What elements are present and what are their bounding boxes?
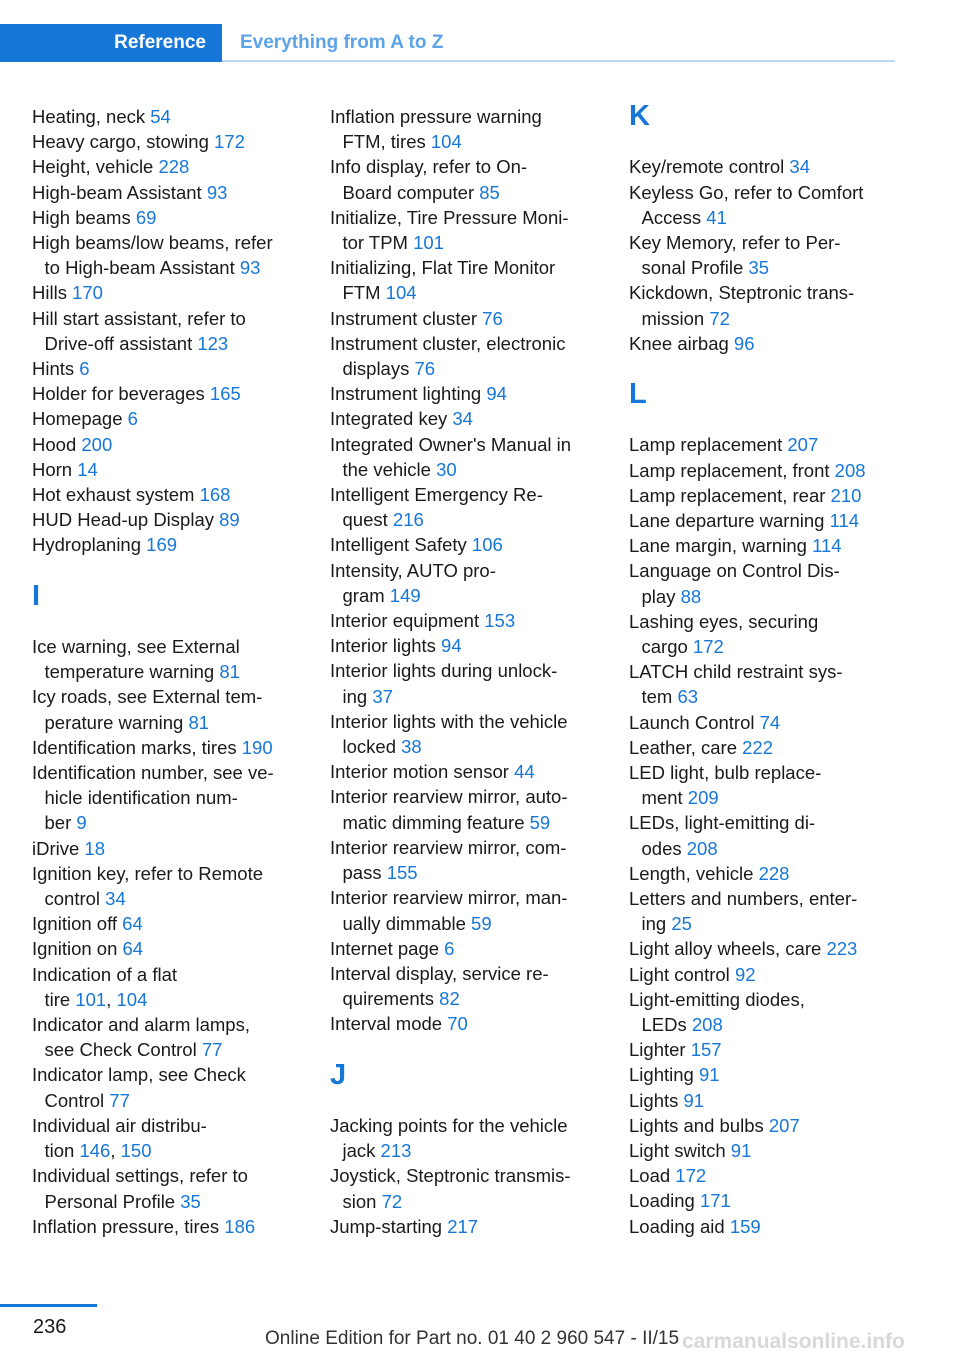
footer-rule <box>0 1304 97 1307</box>
index-entry <box>629 1214 929 1239</box>
chapter-tab[interactable]: Reference <box>0 24 222 62</box>
index-entry <box>330 1163 630 1213</box>
index-entry <box>330 759 630 784</box>
page-number: 236 <box>33 1316 67 1338</box>
index-entry-label: Individual air distribu‐ tion <box>32 1114 207 1162</box>
index-entry <box>629 483 929 508</box>
page-link[interactable]: 76 <box>414 358 436 380</box>
page-link[interactable]: 114 <box>812 535 842 557</box>
index-entry-label: Internet page <box>330 937 445 959</box>
page-link[interactable]: 63 <box>677 686 699 708</box>
index-column-1 <box>32 104 332 1239</box>
index-entry <box>32 861 332 911</box>
index-entry-label: Hot exhaust system <box>32 484 200 506</box>
page-link[interactable]: 123 <box>197 332 229 354</box>
index-entry <box>330 255 630 305</box>
page-link[interactable]: 69 <box>135 206 157 228</box>
index-entry-label: High beams <box>32 206 136 228</box>
index-entry <box>32 104 332 129</box>
index-entry <box>629 180 929 230</box>
index-entry-label: Lane margin, warning <box>629 535 813 557</box>
page-link[interactable]: 208 <box>686 837 718 859</box>
page-link[interactable]: 37 <box>372 685 393 707</box>
index-entry-label: Lane departure warning <box>629 509 830 531</box>
index-entry <box>32 432 332 457</box>
index-entry-label: Key/remote control <box>629 156 790 178</box>
index-entry-label: LATCH child restraint sys‐ tem <box>629 661 843 708</box>
index-entry <box>629 735 929 760</box>
index-entry-label: Icy roads, see External tem‐ perature warning <box>32 686 263 733</box>
index-entry-label: Integrated key <box>330 408 453 430</box>
index-entry-label: Interval mode <box>330 1013 448 1035</box>
page-link[interactable]: 59 <box>529 811 551 833</box>
page-link[interactable]: 91 <box>698 1064 720 1086</box>
index-entry-label: Lighter <box>629 1039 691 1061</box>
page-link[interactable]: 76 <box>482 307 503 329</box>
index-entry <box>32 482 332 507</box>
page-link[interactable]: 88 <box>680 585 702 607</box>
index-entry-label: Ignition on <box>32 938 123 960</box>
page-link[interactable]: 209 <box>687 787 719 809</box>
index-entry-label: Instrument cluster, electronic displays <box>330 332 566 380</box>
index-entry <box>629 1062 929 1087</box>
index-entry-label: Light-emitting diodes, LEDs <box>629 988 805 1036</box>
index-entry-label: Launch Control <box>629 711 760 733</box>
index-entry-label: Interior motion sensor <box>330 761 515 783</box>
index-entry <box>330 1011 630 1036</box>
index-entry <box>629 962 929 987</box>
page-link[interactable]: 106 <box>471 534 503 556</box>
page-link[interactable]: 207 <box>787 434 819 456</box>
page-link[interactable]: 54 <box>150 106 171 127</box>
index-entry-label: Interior lights <box>330 635 442 657</box>
index-entry-label: Individual settings, refer to Personal Profile <box>32 1165 248 1212</box>
index-entry-label: Homepage <box>32 408 128 430</box>
page-header <box>0 24 895 62</box>
index-entry-label: Interior equipment <box>330 610 485 632</box>
index-entry-label: Indication of a flat tire <box>32 963 178 1010</box>
index-entry-label: Horn <box>32 458 78 480</box>
index-entry <box>629 1113 929 1138</box>
page-link[interactable]: 34 <box>105 888 126 910</box>
page-link[interactable]: 217 <box>447 1215 479 1237</box>
index-entry <box>32 1214 332 1239</box>
index-entry-label: Light alloy wheels, care <box>629 938 827 960</box>
index-entry <box>629 609 929 659</box>
index-entry <box>330 1113 630 1163</box>
index-entry-label: Interior lights with the vehicle locked <box>330 710 568 758</box>
page-link[interactable]: 208 <box>834 459 866 481</box>
page-link[interactable]: 228 <box>158 156 190 178</box>
index-entry-label: Ignition key, refer to Remote control <box>32 862 264 910</box>
page-link[interactable]: 153 <box>484 610 516 632</box>
index-entry <box>330 432 630 482</box>
index-entry-label: Intensity, AUTO pro‐ gram <box>330 559 496 606</box>
page-link[interactable]: 92 <box>734 963 756 985</box>
page-link[interactable]: 216 <box>392 509 424 531</box>
index-letter-heading: K <box>629 100 650 132</box>
index-entry-label: Light control <box>629 963 735 985</box>
page-link[interactable]: 149 <box>389 584 421 606</box>
page-link[interactable]: 171 <box>699 1190 731 1212</box>
index-entry-label: Hydroplaning <box>32 534 147 556</box>
page-link[interactable]: 207 <box>768 1114 800 1136</box>
page-link[interactable]: 170 <box>72 282 103 304</box>
page-link[interactable]: 35 <box>748 257 770 279</box>
index-entry-label: Length, vehicle <box>629 862 759 884</box>
page-link[interactable]: 89 <box>219 509 240 531</box>
page-link[interactable]: 14 <box>77 458 98 480</box>
index-entry-label: Height, vehicle <box>32 156 159 178</box>
page-link[interactable]: 104 <box>116 988 148 1010</box>
index-entry-label: Letters and numbers, enter‐ ing <box>629 888 858 935</box>
index-entry <box>629 1138 929 1163</box>
index-entry: Indication of a flat tire 101, 104 <box>32 963 178 1010</box>
index-entry <box>330 658 630 708</box>
page-link[interactable]: 200 <box>81 433 113 455</box>
index-entry-label: Hood <box>32 433 82 455</box>
index-entry-label: Interval display, service re‐ quirements <box>330 962 549 1010</box>
section-title[interactable]: Everything from A to Z <box>240 32 444 53</box>
index-entry <box>32 836 332 861</box>
index-entry <box>32 230 332 280</box>
index-entry-label: Initializing, Flat Tire Monitor FTM <box>330 257 556 304</box>
index-letter-heading: J <box>330 1058 347 1091</box>
index-entry <box>629 458 929 483</box>
index-entry <box>330 784 630 834</box>
index-entry-label: Jacking points for the vehicle jack <box>330 1114 568 1162</box>
index-entry <box>32 205 332 230</box>
page-link[interactable]: 169 <box>146 534 178 556</box>
index-entry-label: Inflation pressure, tires <box>32 1215 225 1237</box>
page-link[interactable]: 41 <box>706 206 727 228</box>
index-entry <box>629 432 929 457</box>
page-link[interactable]: 9 <box>76 812 87 834</box>
index-entry-label: HUD Head-up Display <box>32 509 220 531</box>
page-link[interactable]: 104 <box>430 131 462 153</box>
index-entry-label: Indicator lamp, see Check Control <box>32 1064 246 1111</box>
index-entry-label: Jump-starting <box>330 1215 448 1237</box>
index-entry <box>629 1188 929 1213</box>
index-entry-label: Loading aid <box>629 1215 730 1237</box>
page-link[interactable]: 210 <box>830 484 862 506</box>
index-entry-label: Hills <box>32 282 73 304</box>
index-entry <box>330 104 630 154</box>
index-entry-label: Holder for beverages <box>32 383 210 405</box>
page-link[interactable]: 213 <box>380 1140 412 1162</box>
index-entry-label: Info display, refer to On- Board computer <box>330 156 528 203</box>
index-entry <box>629 1163 929 1188</box>
index-entry <box>32 180 332 205</box>
index-entry-label: High-beam Assistant <box>32 181 207 203</box>
index-entry-label: Heating, neck <box>32 106 151 127</box>
index-entry: Individual air distribu‐ tion 146, 150 <box>32 1114 207 1162</box>
page-link[interactable]: 44 <box>514 761 535 783</box>
page-link[interactable]: 35 <box>180 1190 201 1212</box>
index-entry <box>330 381 630 406</box>
index-entry <box>330 306 630 331</box>
index-column-2 <box>330 104 630 1239</box>
index-entry <box>32 129 332 154</box>
index-entry <box>32 154 332 179</box>
watermark: carmanualsonline.info <box>682 1330 905 1353</box>
index-entry-label: Hill start assistant, refer to Drive-off assistant <box>32 307 246 354</box>
index-entry <box>629 154 929 179</box>
index-entry-label: Lashing eyes, securing cargo <box>629 610 819 657</box>
page-link[interactable]: 104 <box>385 282 417 304</box>
index-entry <box>629 1037 929 1062</box>
index-entry <box>330 961 630 1011</box>
page-link[interactable]: 6 <box>444 937 455 959</box>
index-entry <box>330 709 630 759</box>
page-link[interactable]: 64 <box>122 938 144 960</box>
index-entry <box>330 154 630 204</box>
page-link[interactable]: 159 <box>729 1215 761 1237</box>
page-link[interactable]: 85 <box>479 181 500 203</box>
index-entry-label: Lighting <box>629 1064 699 1086</box>
index-entry-label: Lights <box>629 1089 684 1111</box>
index-entry <box>32 507 332 532</box>
page-link[interactable]: 91 <box>730 1140 752 1162</box>
index-entry <box>330 936 630 961</box>
index-entry-label: Hints <box>32 358 80 380</box>
index-entry-label: Knee airbag <box>629 332 734 354</box>
index-entry <box>629 508 929 533</box>
page-link[interactable]: 94 <box>486 383 507 405</box>
index-entry <box>629 886 929 936</box>
index-entry <box>32 1012 332 1062</box>
index-entry <box>330 205 630 255</box>
page-link[interactable]: 190 <box>241 736 273 758</box>
page-link[interactable]: 70 <box>447 1013 468 1035</box>
index-entry-label: Lamp replacement <box>629 434 788 456</box>
page-link[interactable]: 25 <box>671 913 692 935</box>
index-entry <box>629 760 929 810</box>
index-entry <box>330 482 630 532</box>
index-entry <box>32 760 332 836</box>
page-link[interactable]: 38 <box>401 736 422 758</box>
index-entry-label: LEDs, light-emitting di‐ odes <box>629 812 816 859</box>
page-link[interactable]: 93 <box>206 181 228 203</box>
index-entry-label: Ice warning, see External temperature warning <box>32 636 240 683</box>
index-entry <box>32 684 332 734</box>
index-entry <box>629 810 929 860</box>
index-entry <box>32 532 332 557</box>
page-link[interactable]: 82 <box>439 988 460 1010</box>
index-entry-label: Interior rearview mirror, man‐ ually dimmable <box>330 887 568 934</box>
index-entry <box>32 1163 332 1213</box>
page-link[interactable]: 77 <box>109 1089 130 1111</box>
edition-note: Online Edition for Part no. 01 40 2 960 547 - II/15 <box>265 1328 680 1349</box>
page-link[interactable]: 34 <box>789 156 810 178</box>
page-link[interactable]: 93 <box>239 257 261 279</box>
index-column-3 <box>629 100 929 1239</box>
index-entry-label: Interior lights during unlock‐ ing <box>330 660 558 707</box>
index-entry-label: Indicator and alarm lamps, see Check Control <box>32 1014 250 1061</box>
page-link[interactable]: 168 <box>199 484 231 506</box>
page-link[interactable]: 228 <box>758 862 790 884</box>
page-link[interactable]: 59 <box>471 912 492 934</box>
index-entry-label: Instrument cluster <box>330 307 483 329</box>
index-entry <box>32 735 332 760</box>
index-entry <box>330 532 630 557</box>
index-entry <box>330 331 630 381</box>
index-entry-label: Language on Control Dis‐ play <box>629 560 840 607</box>
index-entry-label: Kickdown, Steptronic trans‐ mission <box>629 282 855 329</box>
page-link[interactable]: 81 <box>219 661 240 683</box>
index-entry-label: Instrument lighting <box>330 383 487 405</box>
index-entry <box>629 987 929 1037</box>
index-entry <box>629 331 929 356</box>
index-entry <box>330 633 630 658</box>
index-entry <box>330 608 630 633</box>
page-link[interactable]: 165 <box>209 383 241 405</box>
index-entry-label: Lamp replacement, front <box>629 459 835 481</box>
page-link[interactable]: 157 <box>690 1039 722 1061</box>
index-entry <box>629 558 929 608</box>
page-link[interactable]: 172 <box>214 131 245 153</box>
index-entry-label: High beams/low beams, refer to High-beam Assistant <box>32 232 273 279</box>
index-entry <box>32 936 332 961</box>
index-entry <box>629 710 929 735</box>
page-link[interactable]: 223 <box>826 938 858 960</box>
index-entry <box>32 356 332 381</box>
index-entry-label: Leather, care <box>629 736 743 758</box>
index-entry-label: Intelligent Emergency Re‐ quest <box>330 484 543 531</box>
index-entry <box>330 885 630 935</box>
index-entry-label: Lights and bulbs <box>629 1114 769 1136</box>
index-entry-label: Intelligent Safety <box>330 534 472 556</box>
index-entry <box>629 230 929 280</box>
index-entry-label: Heavy cargo, stowing <box>32 131 215 153</box>
page-link[interactable]: 222 <box>742 736 774 758</box>
index-letter-heading: I <box>32 579 41 612</box>
index-entry <box>629 1088 929 1113</box>
index-entry-label: Loading <box>629 1190 700 1212</box>
header-rule <box>222 60 895 62</box>
page-link[interactable]: 77 <box>201 1039 223 1061</box>
index-entry-label: iDrive <box>32 837 85 859</box>
page-link[interactable]: 150 <box>120 1140 152 1162</box>
index-entry-label: Load <box>629 1165 676 1187</box>
page-link[interactable]: 146 <box>79 1140 111 1162</box>
index-entry-label: Light switch <box>629 1140 731 1162</box>
page-link[interactable]: 74 <box>759 711 781 733</box>
index-entry <box>330 1214 630 1239</box>
index-entry-label: Interior rearview mirror, com‐ pass <box>330 836 567 884</box>
index-entry-label: Integrated Owner's Manual in the vehicle <box>330 433 572 480</box>
index-entry <box>32 306 332 356</box>
index-entry <box>629 659 929 709</box>
page-link[interactable]: 30 <box>436 458 457 480</box>
page-link[interactable]: 91 <box>683 1089 705 1111</box>
index-entry-label: Initialize, Tire Pressure Moni‐ tor TPM <box>330 206 569 254</box>
page-link[interactable]: 6 <box>79 358 90 380</box>
page-link[interactable]: 114 <box>829 509 860 531</box>
index-entry <box>32 280 332 305</box>
page-link[interactable]: 101 <box>413 232 444 254</box>
page-link[interactable]: 94 <box>441 635 462 657</box>
index-entry <box>32 406 332 431</box>
page-link[interactable]: 18 <box>84 837 105 859</box>
page-link[interactable]: 6 <box>127 408 138 430</box>
index-letter-heading: L <box>629 378 647 410</box>
index-entry-label: Joystick, Steptronic transmis‐ sion <box>330 1165 571 1212</box>
page-link[interactable]: 208 <box>691 1014 723 1036</box>
page-link[interactable]: 172 <box>675 1165 707 1187</box>
page-link[interactable]: 172 <box>692 636 724 657</box>
page-link[interactable]: 72 <box>709 307 730 329</box>
page-link[interactable]: 34 <box>452 408 473 430</box>
index-entry <box>32 381 332 406</box>
index-entry <box>32 457 332 482</box>
index-entry-label: Lamp replacement, rear <box>629 484 831 506</box>
index-entry <box>32 634 332 684</box>
index-entry <box>330 406 630 431</box>
page-link[interactable]: 81 <box>188 711 210 733</box>
page-link[interactable]: 186 <box>224 1215 256 1237</box>
index-entry <box>32 1062 332 1112</box>
index-entry-label: Keyless Go, refer to Comfort Access <box>629 181 864 228</box>
index-entry <box>629 936 929 961</box>
index-entry-label: Identification marks, tires <box>32 736 242 758</box>
index-entry <box>629 280 929 330</box>
page-link[interactable]: 72 <box>381 1190 403 1212</box>
index-entry-label: Interior rearview mirror, auto‐ matic dimming feature <box>330 786 568 833</box>
index-entry <box>629 861 929 886</box>
page-link[interactable]: 101 <box>75 988 107 1010</box>
index-entry-label: Inflation pressure warning FTM, tires <box>330 106 542 153</box>
index-entry <box>330 835 630 885</box>
page-link[interactable]: 64 <box>122 913 143 935</box>
index-entry-label: Identification number, see ve‐ hicle identification num‐ ber <box>32 762 274 834</box>
index-entry-label: Key Memory, refer to Per‐ sonal Profile <box>629 231 841 279</box>
index-entry <box>629 533 929 558</box>
page-link[interactable]: 96 <box>733 332 755 354</box>
index-entry-label: LED light, bulb replace‐ ment <box>629 762 822 809</box>
page-link[interactable]: 155 <box>386 862 418 884</box>
index-entry <box>32 911 332 936</box>
index-entry-label: Ignition off <box>32 913 123 935</box>
index-entry <box>330 558 630 608</box>
